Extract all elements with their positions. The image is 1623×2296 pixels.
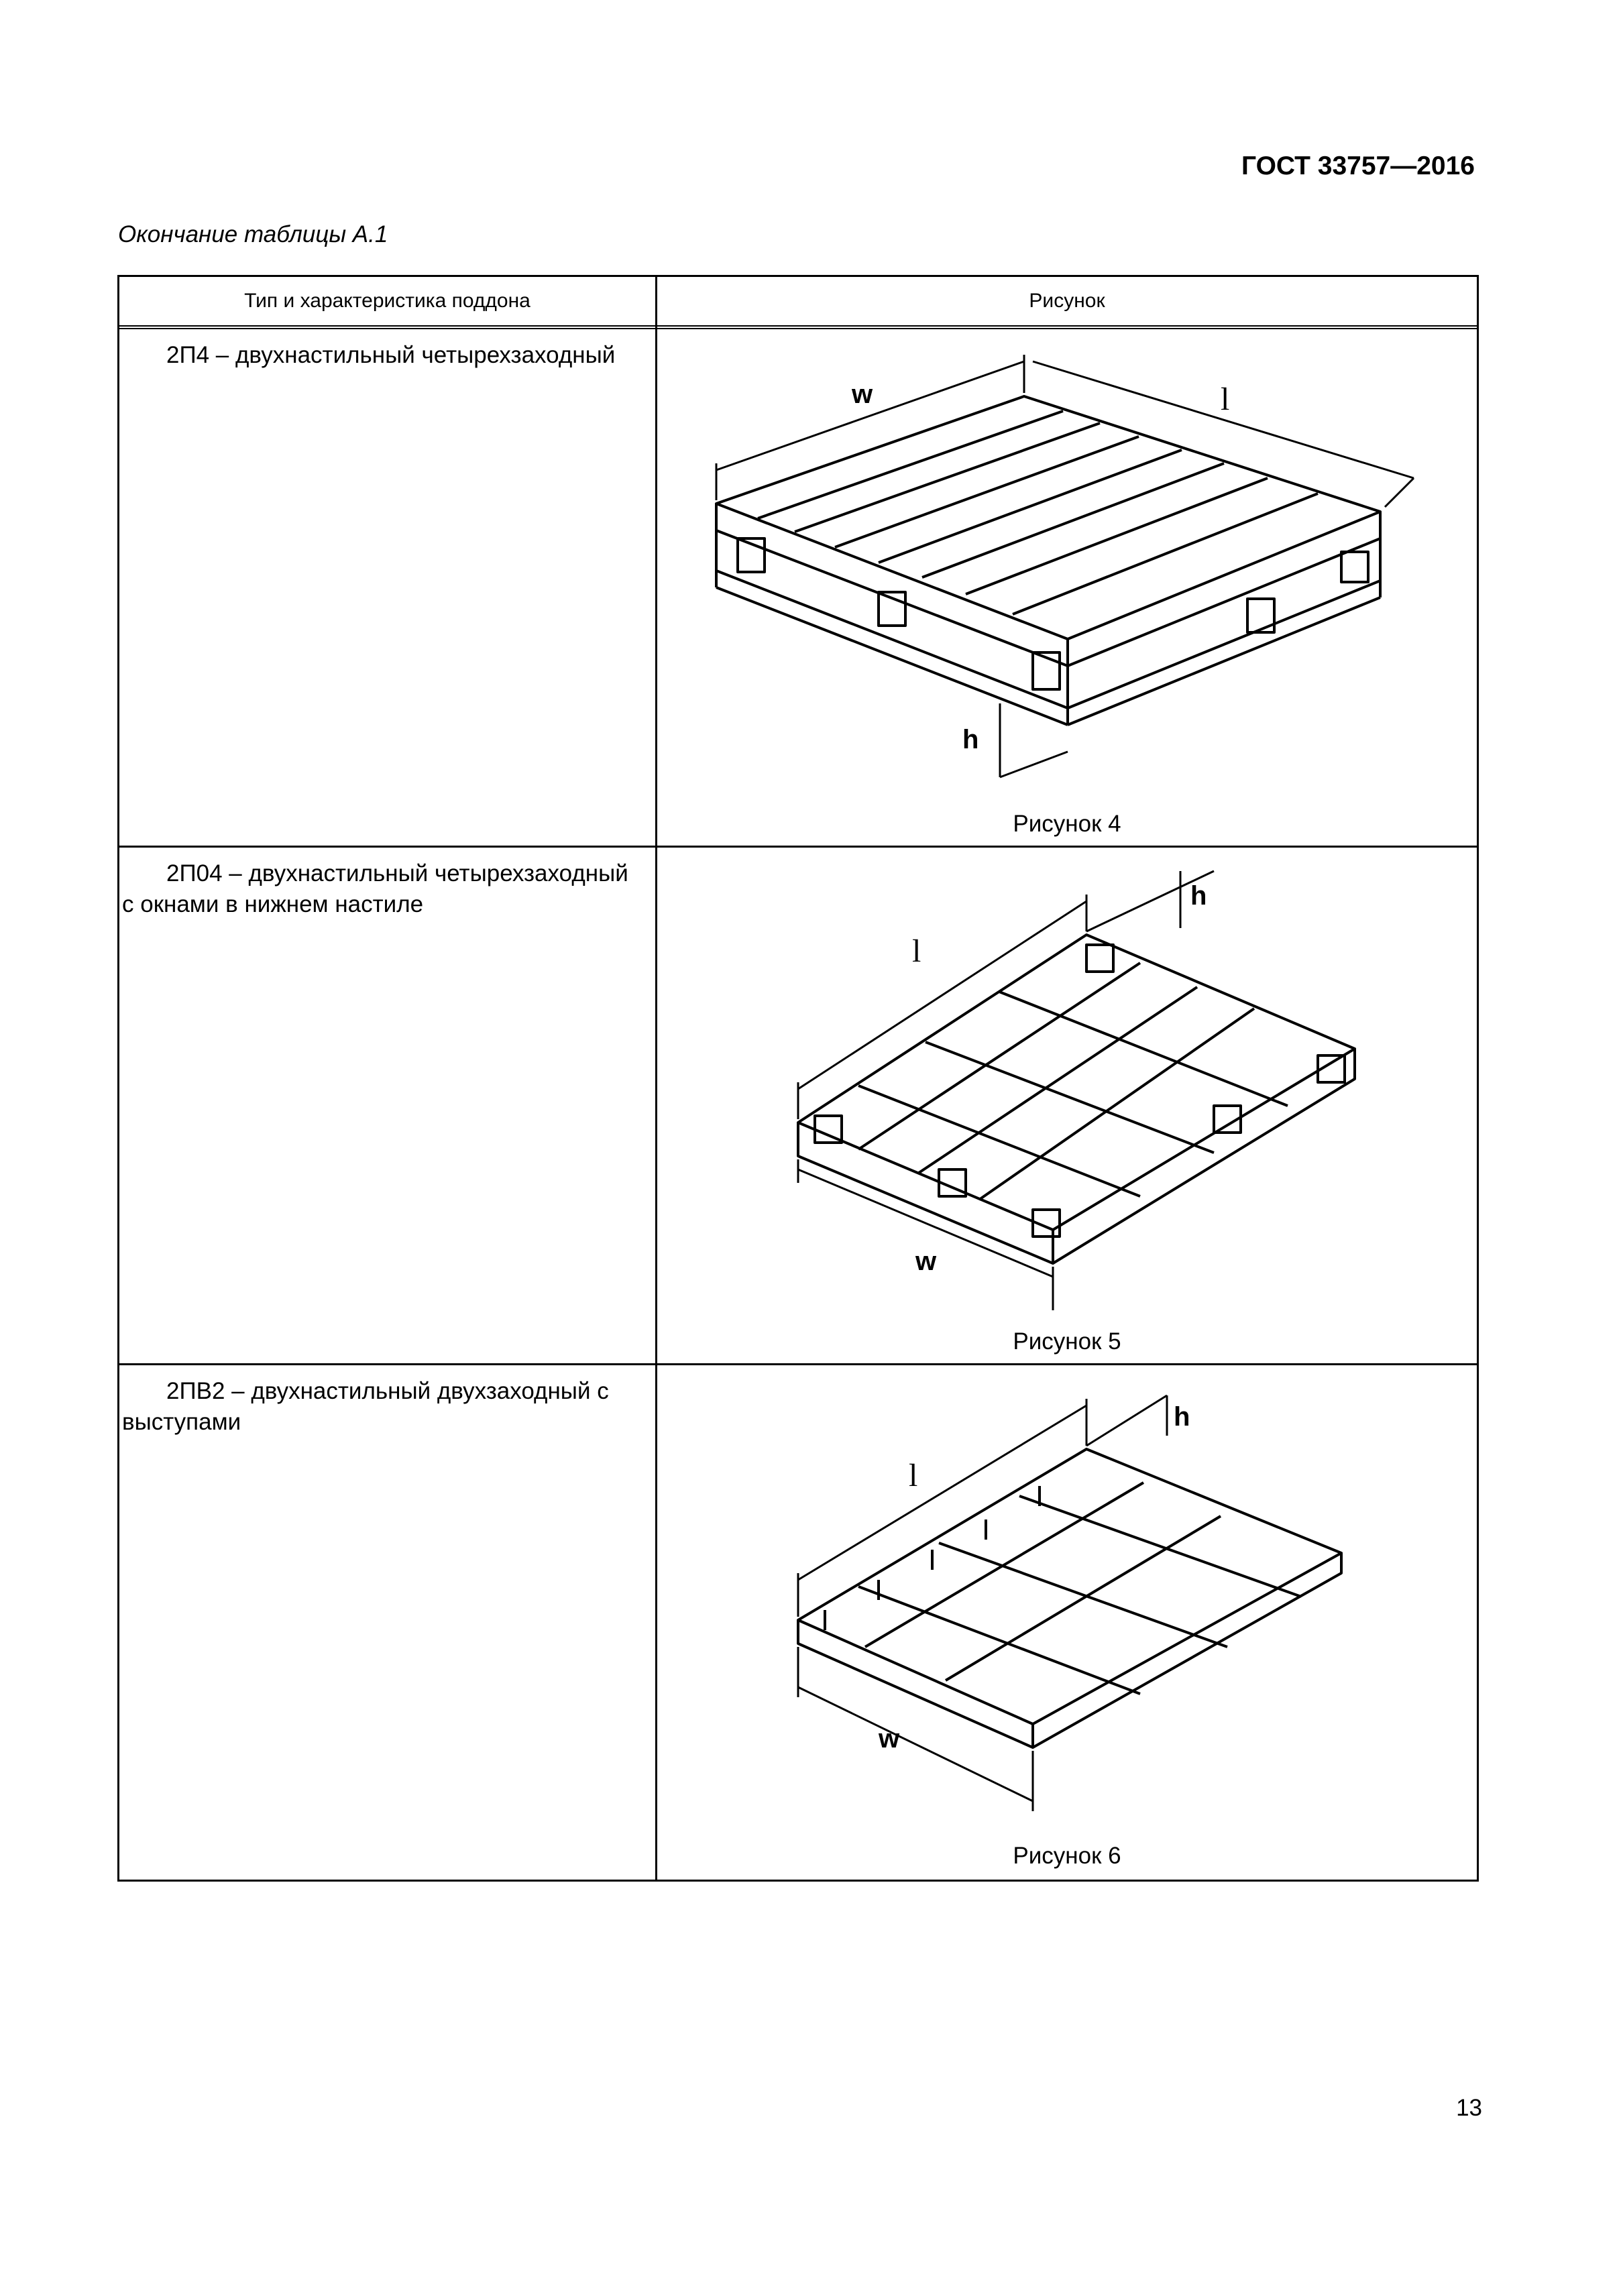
table-header: [119, 277, 1477, 329]
column-header-figure: Рисунок: [1029, 290, 1105, 312]
column-header-type: Тип и характеристика поддона: [244, 290, 530, 312]
height-label: h: [1190, 881, 1207, 911]
figure-caption: Рисунок 5: [1013, 1328, 1121, 1355]
pallet-drawing-2p04: [657, 848, 1477, 1317]
pallet-description: 2П04 – двухнастильный четырехзаходный с окнами в нижнем настиле: [122, 860, 628, 917]
figure-cell: [657, 848, 1477, 1364]
length-label: l: [1221, 382, 1230, 417]
table-row: [119, 329, 1477, 848]
pallet-description: 2ПВ2 – двухнастильный двухзаходный с выступами: [122, 1378, 609, 1435]
pallet-drawing-2pv2: [657, 1365, 1477, 1835]
height-label: h: [962, 725, 979, 754]
figure-cell: [657, 329, 1477, 846]
width-label: w: [879, 1724, 900, 1754]
figure-cell: [657, 1365, 1477, 1880]
figure-caption: Рисунок 6: [1013, 1843, 1121, 1869]
height-label: h: [1174, 1402, 1190, 1432]
pallet-drawing-2p4: [657, 329, 1477, 799]
pallet-description: 2П4 – двухнастильный четырехзаходный: [166, 342, 616, 368]
length-label: l: [909, 1458, 918, 1493]
page-number: 13: [1456, 2095, 1482, 2121]
width-label: w: [852, 380, 873, 409]
length-label: l: [912, 933, 921, 969]
table-row: [119, 848, 1477, 1365]
pallet-table: [117, 275, 1479, 1882]
table-caption: Окончание таблицы А.1: [118, 221, 388, 247]
width-label: w: [915, 1247, 937, 1276]
figure-caption: Рисунок 4: [1013, 811, 1121, 837]
table-row: [119, 1365, 1477, 1880]
standard-header: ГОСТ 33757—2016: [1241, 152, 1475, 180]
